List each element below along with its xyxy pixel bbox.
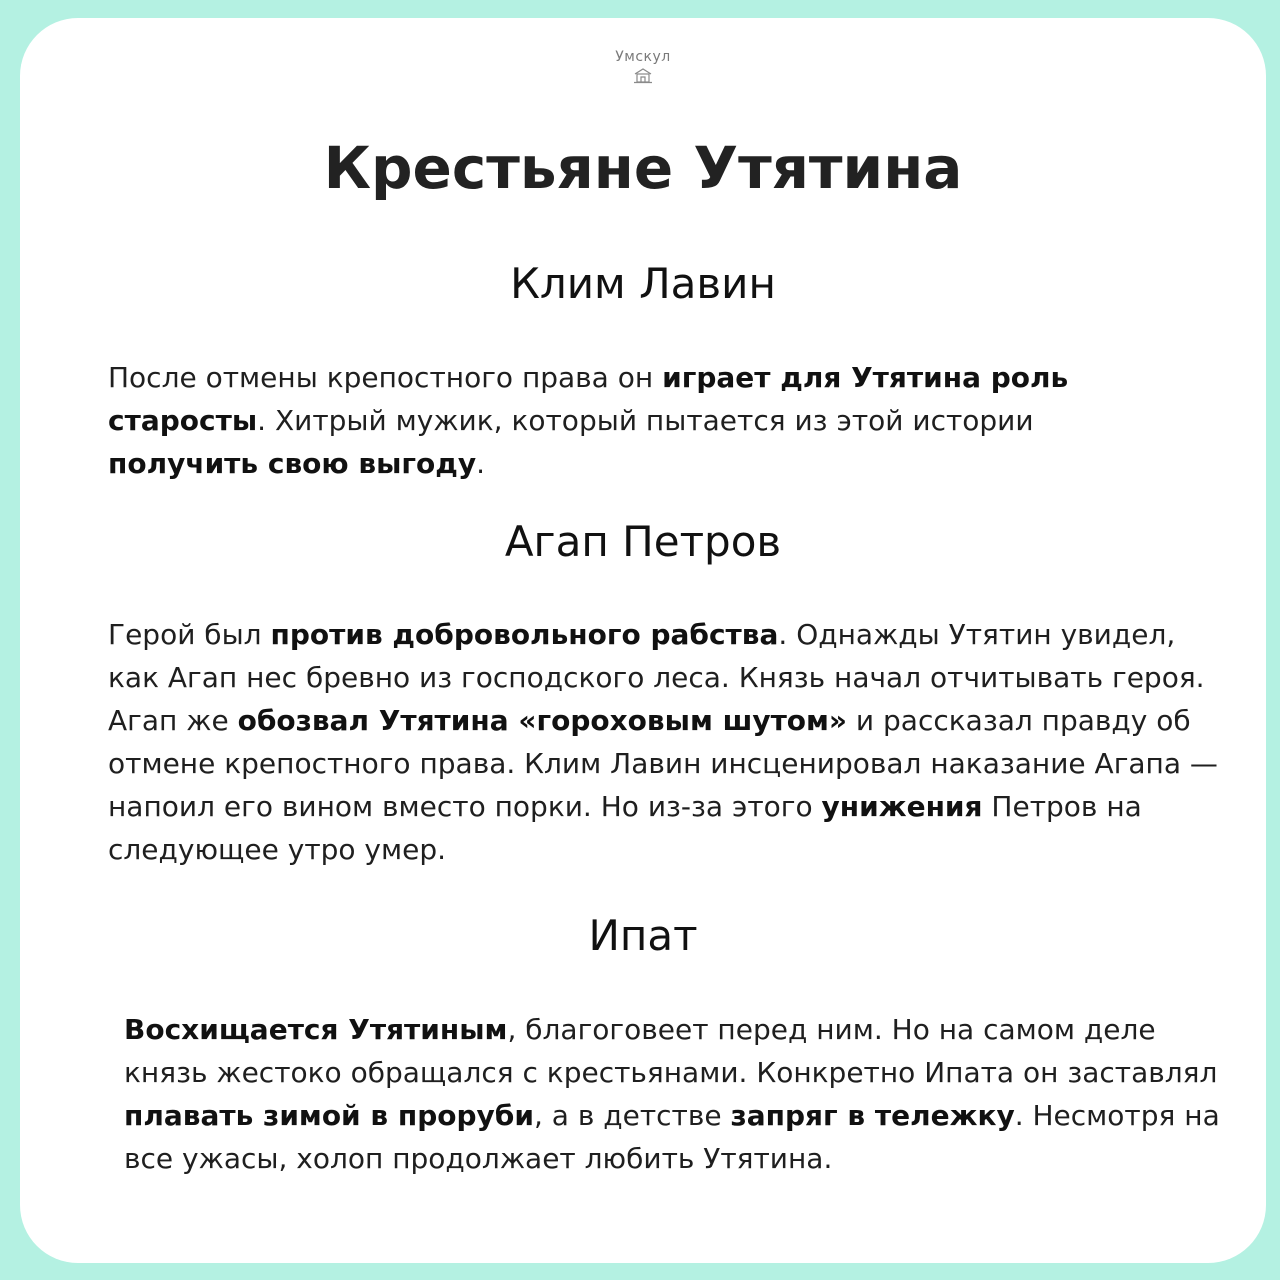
body-text: Герой был [108, 618, 271, 651]
emphasis-text: запряг в тележку [730, 1099, 1015, 1132]
emphasis-text: плавать зимой в проруби [124, 1099, 534, 1132]
section-paragraph-ipat [124, 1008, 1224, 1180]
body-text: . Несмотря на все ужасы, холоп продолжает любить Утятина. [124, 1099, 1220, 1175]
page-title: Крестьяне Утятина [323, 134, 963, 202]
section-heading-klim: Клим Лавин [510, 259, 776, 308]
body-text: , а в детстве [533, 1099, 731, 1132]
section-heading-agap: Агап Петров [504, 517, 782, 566]
brand-name: Умскул [615, 49, 671, 65]
emphasis-text: играет для Утятина роль старосты [108, 361, 1069, 437]
emphasis-text: против добровольного рабства [270, 618, 779, 651]
content-card [20, 18, 1266, 1263]
section-paragraph-klim [108, 356, 1178, 485]
section-paragraph-agap [108, 613, 1218, 871]
body-text: Петров на следующее утро умер. [108, 790, 1142, 866]
body-text: . [476, 447, 486, 480]
emphasis-text: обозвал Утятина «гороховым шутом» [237, 704, 848, 737]
school-building-icon [633, 68, 653, 88]
emphasis-text: унижения [821, 790, 983, 823]
emphasis-text: получить свою выгоду [108, 447, 477, 480]
section-heading-ipat: Ипат [588, 911, 698, 960]
brand-header [20, 48, 1266, 88]
body-text: и рассказал правду об отмене крепостного права. Клим Лавин инсценировал наказание Агапа — напоил его вином вместо порки. Но из-за этого [108, 704, 1218, 823]
body-text: , благоговеет перед ним. Но на самом деле князь жестоко обращался с крестьянами. Конкретно Ипата он заставлял [124, 1013, 1218, 1089]
body-text: . Хитрый мужик, который пытается из этой истории [257, 404, 1034, 437]
emphasis-text: Восхищается Утятиным [124, 1013, 508, 1046]
body-text: После отмены крепостного права он [108, 361, 663, 394]
body-text: . Однажды Утятин увидел, как Агап нес бревно из господского леса. Князь начал отчитывать героя. Агап же [108, 618, 1205, 737]
